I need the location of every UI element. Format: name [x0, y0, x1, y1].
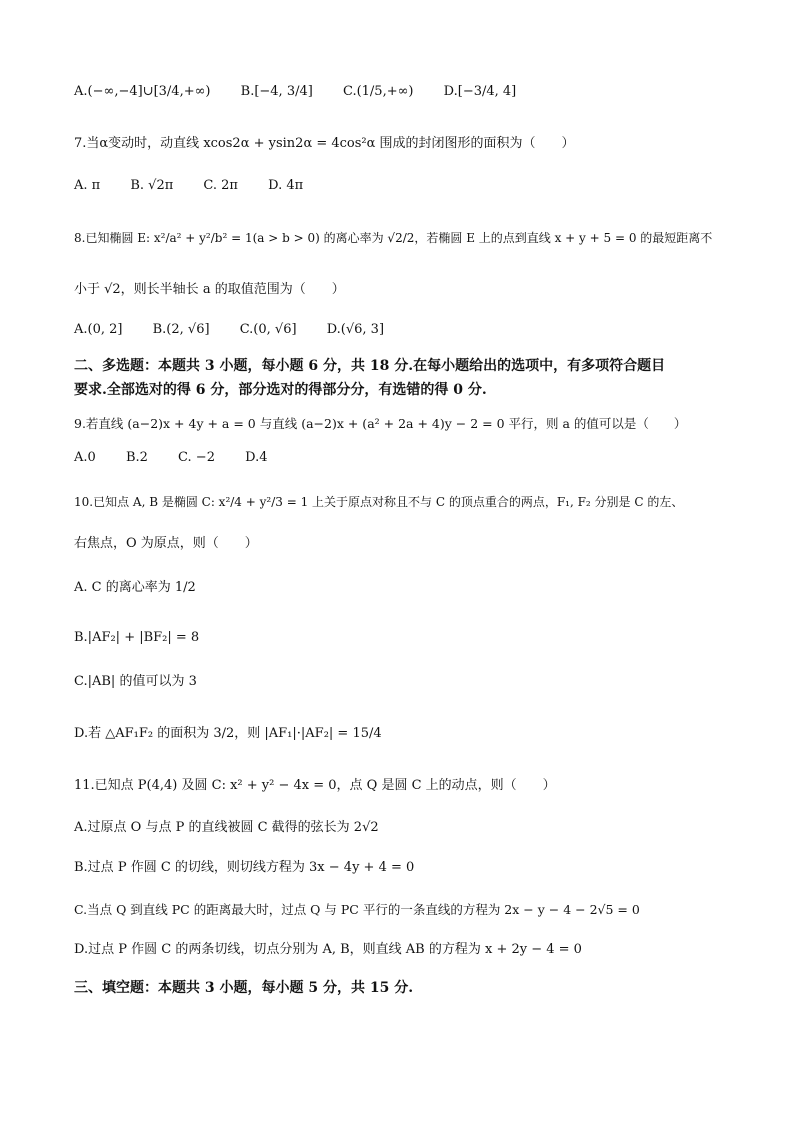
q9-stem: 9.若直线 (a−2)x + 4y + a = 0 与直线 (a−2)x + (a² + 2a + 4)y − 2 = 0 平行，则 a 的值可以是（ ） [74, 416, 687, 431]
q8-option-b: B.(2, √6] [152, 322, 210, 337]
q7-stem: 7.当α变动时，动直线 xcos2α + ysin2α = 4cos²α 围成的封闭图形的面积为（ ） [74, 136, 575, 151]
section2-heading-line1: 二、多选题：本题共 3 小题，每小题 6 分，共 18 分.在每小题给出的选项中，有多项符合题目 [74, 358, 666, 374]
q10-stem-line1: 10.已知点 A, B 是椭圆 C: x²/4 + y²/3 = 1 上关于原点对称且不与 C 的顶点重合的两点，F₁, F₂ 分别是 C 的左、 [74, 495, 684, 509]
q11-option-c: C.当点 Q 到直线 PC 的距离最大时，过点 Q 与 PC 平行的一条直线的方程为 2x − y − 4 − 2√5 = 0 [74, 902, 640, 917]
q8-stem-line2: 小于 √2，则长半轴长 a 的取值范围为（ ） [74, 282, 345, 297]
q9-option-b: B.2 [125, 450, 148, 465]
q7-option-b: B. √2π [130, 178, 174, 193]
q10-stem-line2: 右焦点，O 为原点，则（ ） [74, 536, 258, 551]
q10-option-a: A. C 的离心率为 1/2 [74, 580, 196, 595]
q8-options-row [74, 320, 384, 340]
q11-option-a: A.过原点 O 与点 P 的直线被圆 C 截得的弦长为 2√2 [74, 820, 379, 835]
q8-option-c: C.(0, √6] [239, 322, 297, 337]
q7-option-d: D. 4π [268, 178, 304, 193]
q11-option-b: B.过点 P 作圆 C 的切线，则切线方程为 3x − 4y + 4 = 0 [74, 860, 415, 875]
q8-stem-line1: 8.已知椭圆 E: x²/a² + y²/b² = 1(a > b > 0) 的离心率为 √2/2，若椭圆 E 上的点到直线 x + y + 5 = 0 的最短距离不 [74, 231, 713, 245]
q6-option-a: A.(−∞,−4]∪[3/4,+∞) [74, 84, 211, 99]
q10-option-c: C.|AB| 的值可以为 3 [74, 674, 197, 689]
q7-options-row [74, 176, 303, 196]
q7-option-c: C. 2π [203, 178, 238, 193]
q7-option-a: A. π [74, 178, 101, 193]
section2-heading-line2: 要求.全部选对的得 6 分，部分选对的得部分分，有选错的得 0 分. [74, 382, 487, 398]
q6-option-d: D.[−3/4, 4] [443, 84, 517, 99]
q10-option-d: D.若 △AF₁F₂ 的面积为 3/2，则 |AF₁|·|AF₂| = 15/4 [74, 726, 382, 741]
q6-option-c: C.(1/5,+∞) [342, 84, 414, 99]
q6-option-b: B.[−4, 3/4] [240, 84, 313, 99]
q9-options-row [74, 448, 267, 468]
q10-option-b: B.|AF₂| + |BF₂| = 8 [74, 630, 200, 645]
q8-option-a: A.(0, 2] [74, 322, 123, 337]
q11-stem: 11.已知点 P(4,4) 及圆 C: x² + y² − 4x = 0，点 Q 是圆 C 上的动点，则（ ） [74, 778, 556, 793]
q9-option-c: C. −2 [178, 450, 215, 465]
q9-option-a: A.0 [74, 450, 96, 465]
section3-heading: 三、填空题：本题共 3 小题，每小题 5 分，共 15 分. [74, 980, 414, 996]
q6-options-row [74, 82, 516, 102]
q9-option-d: D.4 [245, 450, 268, 465]
q8-option-d: D.(√6, 3] [326, 322, 385, 337]
q11-option-d: D.过点 P 作圆 C 的两条切线，切点分别为 A, B，则直线 AB 的方程为 x + 2y − 4 = 0 [74, 942, 582, 957]
